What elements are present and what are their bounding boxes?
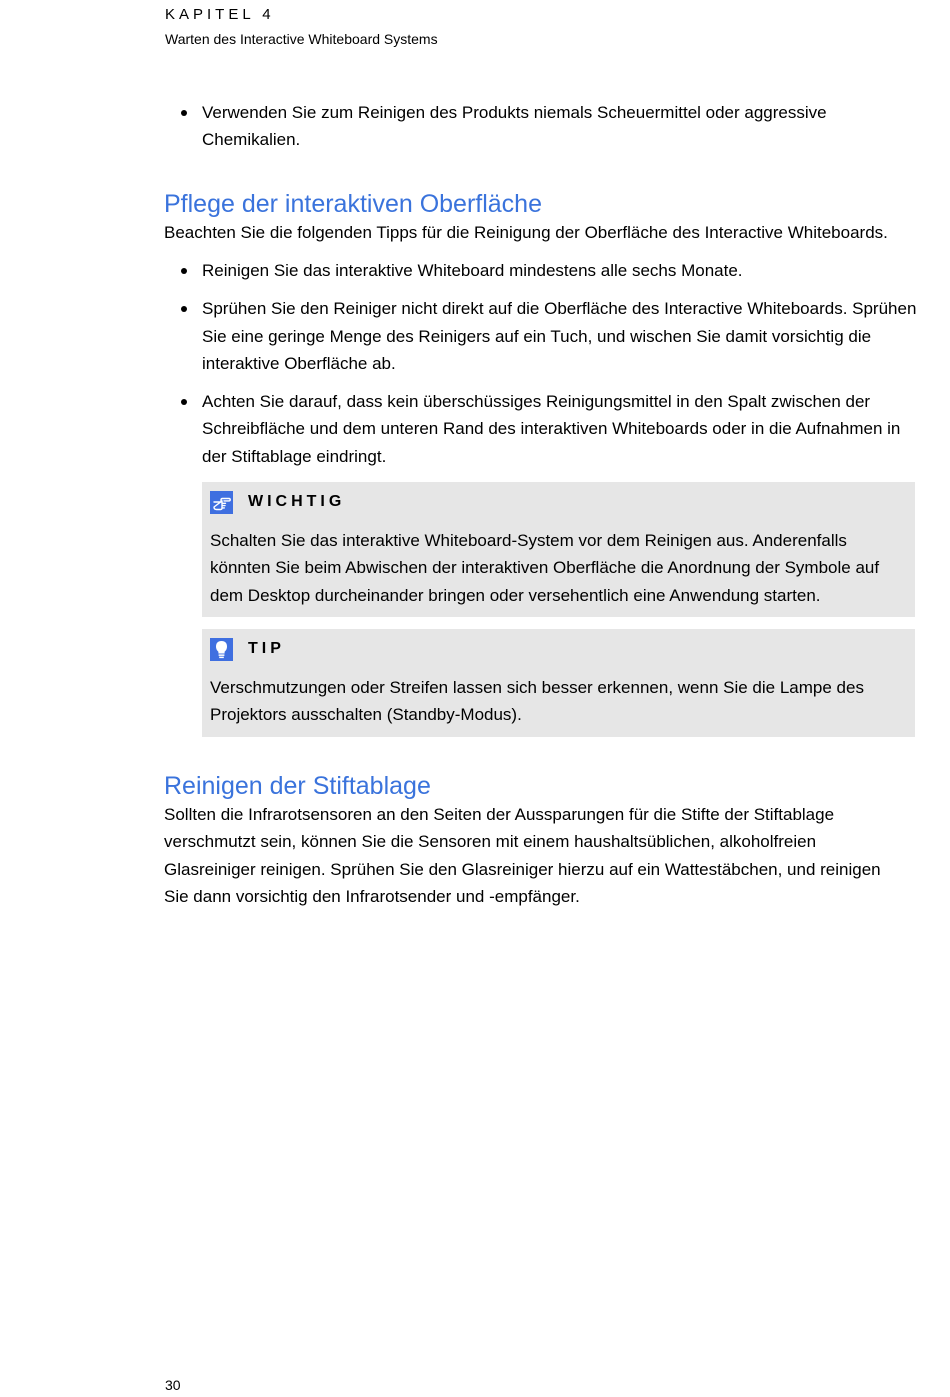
list-item-text: Achten Sie darauf, dass kein überschüssiges Reinigungsmittel in den Spalt zwischen der Schreibfläche und dem unteren Rand des interaktiven Whiteboards oder in die Aufnahmen in der Stiftablage eindringt. — [202, 392, 901, 466]
chapter-label: KAPITEL 4 — [165, 6, 275, 23]
list-item-text: Reinigen Sie das interaktive Whiteboard mindestens alle sechs Monate. — [202, 261, 743, 280]
section-intro: Beachten Sie die folgenden Tipps für die Reinigung der Oberfläche des Interactive Whiteboards. — [164, 223, 888, 242]
lightbulb-icon — [210, 638, 233, 661]
callout-text: Verschmutzungen oder Streifen lassen sich besser erkennen, wenn Sie die Lampe des Projektors ausschalten (Standby-Modus). — [210, 678, 864, 725]
body-paragraph: Sollten die Infrarotsensoren an den Seiten der Aussparungen für die Stifte der Stiftablage verschmutzt sein, können Sie die Sensoren mit einem haushaltsüblichen, alkoholfreien Glasreiniger reinigen. Sprühen Sie den Glasreiniger hierzu auf ein Wattestäbchen, und reinigen Sie dann vorsichtig den Infrarotsender und -empfänger. — [164, 805, 881, 906]
pointing-hand-icon — [210, 491, 233, 514]
bullet-dot — [181, 399, 187, 405]
list-item — [165, 99, 920, 154]
list-item-text: Sprühen Sie den Reiniger nicht direkt auf die Oberfläche des Interactive Whiteboards. Sprühen Sie eine geringe Menge des Reinigers auf ein Tuch, und wischen Sie damit vorsichtig die interaktive Oberfläche ab. — [202, 299, 917, 373]
bullet-dot — [181, 110, 187, 116]
callout-text: Schalten Sie das interaktive Whiteboard-System vor dem Reinigen aus. Anderenfalls könnten Sie beim Abwischen der interaktiven Oberfläche die Anordnung der Symbole auf dem Desktop durcheinander bringen oder versehentlich eine Anwendung starten. — [210, 531, 880, 605]
callout-title: TIP — [248, 640, 285, 657]
important-callout — [202, 482, 915, 617]
list-item — [165, 295, 920, 377]
callout-title-row — [210, 490, 345, 514]
pflege-bullet-list — [165, 257, 920, 481]
bullet-dot — [181, 306, 187, 312]
top-bullet-list — [165, 99, 920, 165]
chapter-subtitle: Warten des Interactive Whiteboard Systems — [165, 31, 438, 47]
section-heading-pflege: Pflege der interaktiven Oberfläche — [164, 190, 542, 218]
section-heading-stiftablage: Reinigen der Stiftablage — [164, 772, 431, 800]
callout-title: WICHTIG — [248, 493, 346, 510]
tip-callout — [202, 629, 915, 737]
bullet-dot — [181, 268, 187, 274]
list-item — [165, 257, 920, 284]
callout-title-row — [210, 637, 285, 661]
list-item-text: Verwenden Sie zum Reinigen des Produkts niemals Scheuermittel oder aggressive Chemikalien. — [202, 103, 827, 150]
page-number: 30 — [165, 1377, 181, 1393]
list-item — [165, 388, 920, 470]
